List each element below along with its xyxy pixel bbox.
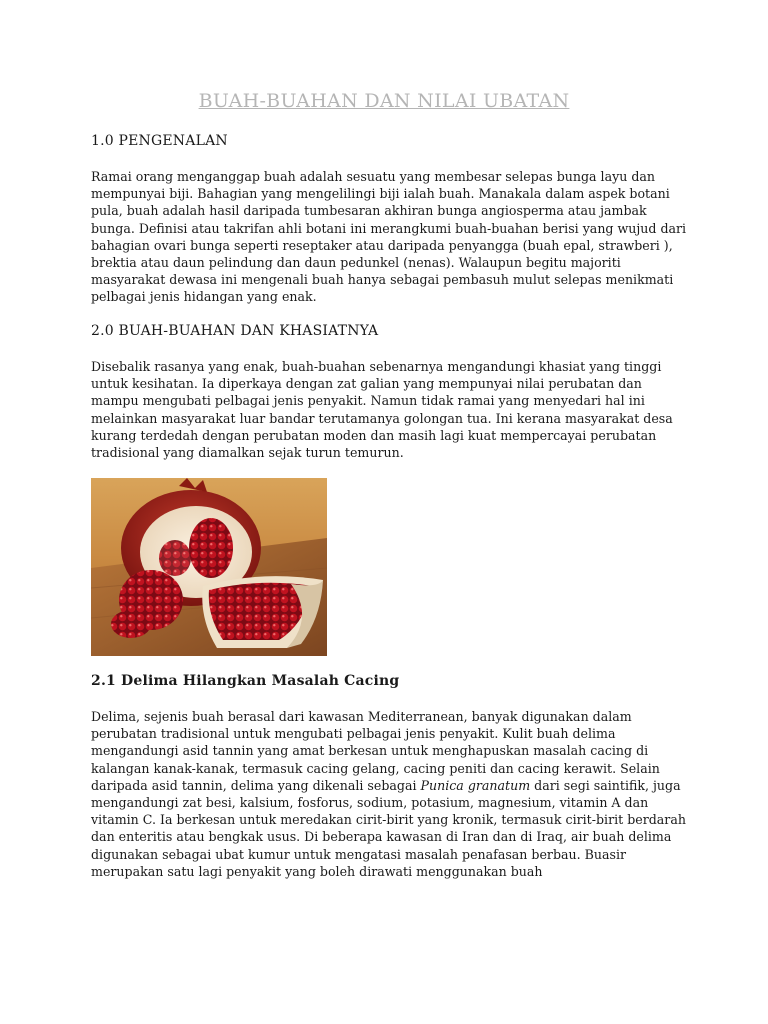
paragraph-delima-part2: dari segi saintifik, juga mengandungi zat besi, kalsium, fosforus, sodium, potasium, magnesium, vitamin A dan vitamin C. Ia berkesan untuk meredakan cirit-birit yang kronik, termasuk cirit-birit berdarah dan enteritis atau bengkak usus. Di beberapa kawasan di Iran dan di Iraq, air buah delima digunakan sebagai ubat kumur untuk mengatasi masalah penafasan berbau. Buasir merupakan satu lagi penyakit yang boleh dirawati menggunakan buah <box>91 777 686 879</box>
scientific-name: Punica granatum <box>420 777 531 793</box>
paragraph-delima <box>91 708 691 880</box>
paragraph-khasiat: Disebalik rasanya yang enak, buah-buahan sebenarnya mengandungi khasiat yang tinggi untuk kesihatan. Ia diperkaya dengan zat galian yang mempunyai nilai perubatan dan mampu mengubati pelbagai jenis penyakit. Namun tidak ramai yang menyedari hal ini melainkan masyarakat luar bandar terutamanya golongan tua. Ini kerana masyarakat desa kurang terdedah dengan perubatan moden dan masih lagi kuat mempercayai perubatan tradisional yang diamalkan sejak turun temurun. <box>91 359 673 461</box>
document-title: BUAH-BUAHAN DAN NILAI UBATAN <box>198 90 570 112</box>
pomegranate-photo <box>91 478 327 656</box>
section-heading-pengenalan: 1.0 PENGENALAN <box>91 133 228 149</box>
section-heading-delima: 2.1 Delima Hilangkan Masalah Cacing <box>91 673 400 689</box>
section-heading-khasiat: 2.0 BUAH-BUAHAN DAN KHASIATNYA <box>91 323 379 339</box>
pomegranate-illustration <box>91 478 327 656</box>
paragraph-pengenalan: Ramai orang menganggap buah adalah sesuatu yang membesar selepas bunga layu dan mempunyai biji. Bahagian yang mengelilingi biji ialah buah. Manakala dalam aspek botani pula, buah adalah hasil daripada tumbesaran akhiran bunga angiosperma atau jambak bunga. Definisi atau takrifan ahli botani ini merangkumi buah-buahan berisi yang wujud dari bahagian ovari bunga seperti reseptaker atau daripada penyangga (buah epal, strawberi ), brektia atau daun pelindung dan daun pedunkel (nenas). Walaupun begitu majoriti masyarakat dewasa ini mengenali buah hanya sebagai pembasuh mulut selepas menikmati pelbagai jenis hidangan yang enak. <box>91 169 687 305</box>
paragraph-delima-part1: Delima, sejenis buah berasal dari kawasan Mediterranean, banyak digunakan dalam perubatan tradisional untuk mengubati pelbagai jenis penyakit. Kulit buah delima mengandungi asid tannin yang amat berkesan untuk menghapuskan masalah cacing di kalangan kanak-kanak, termasuk cacing gelang, cacing peniti dan cacing kerawit. Selain daripada asid tannin, delima yang dikenali sebagai <box>91 709 660 793</box>
